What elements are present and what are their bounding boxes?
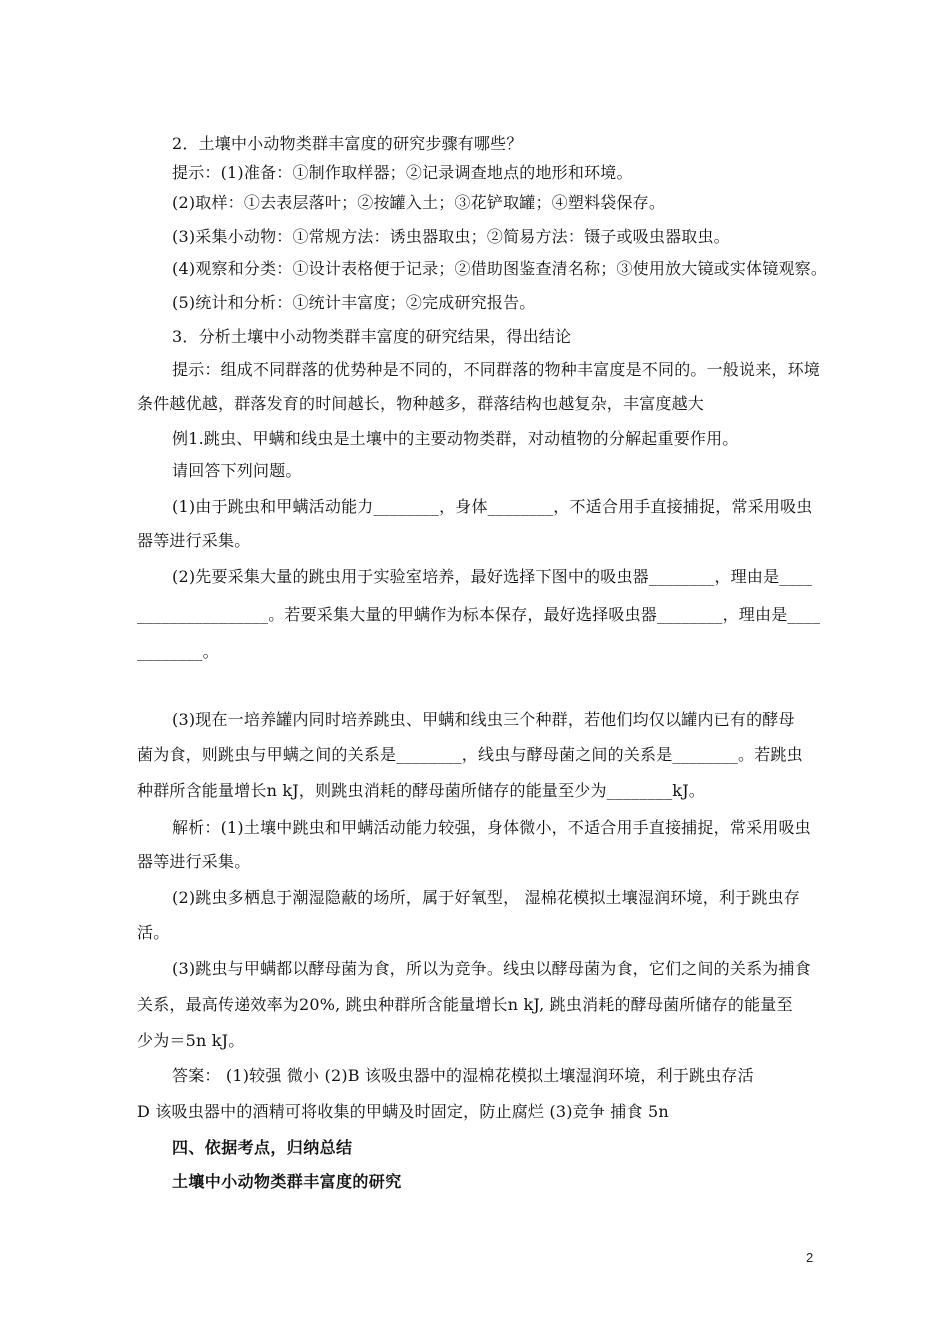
analysis-3: (3)跳虫与甲螨都以酵母菌为食，所以为竞争。线虫以酵母菌为食，它们之间的关系为捕食 xyxy=(172,959,811,978)
question-part-3-cont-1: 菌为食，则跳虫与甲螨之间的关系是________，线虫与酵母菌之间的关系是________。若跳虫 xyxy=(137,745,803,764)
hint-step-2: (2)取样：①去表层落叶；②按罐入土；③花铲取罐；④塑料袋保存。 xyxy=(172,193,666,212)
question-part-2-cont-1: ________________。若要采集大量的甲螨作为标本保存，最好选择吸虫器________，理由是____ xyxy=(137,605,821,624)
analysis-1-cont: 器等进行采集。 xyxy=(137,852,251,871)
analysis-3-cont-2: 少为＝5n kJ。 xyxy=(137,1031,245,1050)
question-3-heading: 3．分析土壤中小动物类群丰富度的研究结果，得出结论 xyxy=(172,327,572,346)
question-part-2: (2)先要采集大量的跳虫用于实验室培养，最好选择下图中的吸虫器________，理由是____ xyxy=(172,567,813,586)
question-part-1-cont: 器等进行采集。 xyxy=(137,531,251,550)
example-1-intro: 例1.跳虫、甲螨和线虫是土壤中的主要动物类群，对动植物的分解起重要作用。 xyxy=(172,429,739,448)
question-part-3: (3)现在一培养罐内同时培养跳虫、甲螨和线虫三个种群，若他们均仅以罐内已有的酵母 xyxy=(172,710,795,729)
example-1-prompt: 请回答下列问题。 xyxy=(172,461,302,480)
hint-conclusion-2: 条件越优越，群落发育的时间越长，物种越多，群落结构也越复杂，丰富度越大 xyxy=(137,394,705,413)
answer-line-1: 答案： (1)较强 微小 (2)B 该吸虫器中的湿棉花模拟土壤湿润环境，利于跳虫存活 xyxy=(172,1066,754,1085)
question-part-3-cont-2: 种群所含能量增长n kJ，则跳虫消耗的酵母菌所储存的能量至少为________kJ。 xyxy=(137,781,706,800)
analysis-2-cont: 活。 xyxy=(137,923,170,942)
answer-line-2: D 该吸虫器中的酒精可将收集的甲螨及时固定，防止腐烂 (3)竞争 捕食 5n xyxy=(137,1102,669,1121)
hint-step-3: (3)采集小动物：①常规方法：诱虫器取虫；②简易方法：镊子或吸虫器取虫。 xyxy=(172,227,730,246)
hint-conclusion-1: 提示：组成不同群落的优势种是不同的，不同群落的物种丰富度是不同的。一般说来，环境 xyxy=(172,360,821,379)
analysis-1: 解析：(1)土壤中跳虫和甲螨活动能力较强，身体微小，不适合用手直接捕捉，常采用吸虫 xyxy=(172,818,811,837)
analysis-2: (2)跳虫多栖息于潮湿隐蔽的场所，属于好氧型， 湿棉花模拟土壤湿润环境，利于跳虫存 xyxy=(172,888,800,907)
question-part-1: (1)由于跳虫和甲螨活动能力________，身体________，不适合用手直接捕捉，常采用吸虫 xyxy=(172,497,813,516)
hint-step-4: (4)观察和分类：①设计表格便于记录；②借助图鉴查清名称；③使用放大镜或实体镜观察。 xyxy=(172,259,828,278)
hint-step-5: (5)统计和分析：①统计丰富度；②完成研究报告。 xyxy=(172,293,536,312)
summary-topic-heading: 土壤中小动物类群丰富度的研究 xyxy=(172,1172,402,1191)
section-4-heading: 四、依据考点，归纳总结 xyxy=(172,1138,353,1157)
question-part-2-cont-2: ________。 xyxy=(137,642,219,661)
question-2-heading: 2．土壤中小动物类群丰富度的研究步骤有哪些？ xyxy=(172,134,523,153)
hint-step-1: 提示：(1)准备：①制作取样器；②记录调查地点的地形和环境。 xyxy=(172,163,633,182)
analysis-3-cont-1: 关系，最高传递效率为20%, 跳虫种群所含能量增长n kJ, 跳虫消耗的酵母菌所储存的能量至 xyxy=(137,995,793,1014)
page-number: 2 xyxy=(806,1250,814,1265)
